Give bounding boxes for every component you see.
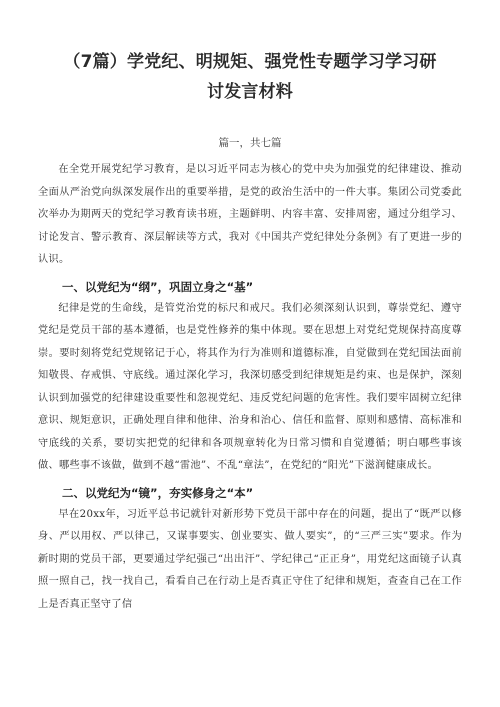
intro-paragraph: 在全党开展党纪学习教育，是以习近平同志为核心的党中央为加强党的纪律建设、推动全面从严治党向纵深发展作出的重要举措，是党的政治生活中的一件大事。集团公司党委此次举办为期两天的党纪学习教育读书班，主题鲜明、内容丰富、安排周密，通过分组学习、讨论发言、警示教育、深层解读等方式，我对《中国共产党纪律处分条例》有了更进一步的认识。 bbox=[38, 164, 462, 265]
document-subtitle: 篇一，共七篇 bbox=[218, 137, 282, 149]
section-heading-1: 一、以党纪为“纲”，巩固立身之“基” bbox=[62, 279, 254, 294]
document-title: （7篇）学党纪、明规矩、强党性专题学习学习研讨发言材料 bbox=[63, 52, 437, 102]
section-heading-2: 二、以党纪为“镜”，夯实修身之“本” bbox=[62, 485, 254, 500]
section-1-paragraph: 纪律是党的生命线，是管党治党的标尺和戒尺。我们必须深刻认识到，尊崇党纪、遵守党纪是党员干部的基本遵循，也是党性修养的集中体现。要在思想上对党纪党规保持高度尊崇。要时刻将党纪党规铭记于心，将其作为行为准则和道德标准，自觉做到在党纪国法面前知敬畏、存戒惧、守底线。通过深化学习，我深切感受到纪律规矩是约束、也是保护，深刻认识到加强党的纪律建设重要性和忽视党纪、违反党纪问题的危害性。我们要牢固树立纪律意识、规矩意识，正确处理自律和他律、治身和治心、信任和监督、原则和感情、高标准和守底线的关系，要切实把党的纪律和各项规章转化为日常习惯和自觉遵循；明白哪些事该做、哪些事不该做，做到不越“雷池”、不乱“章法”，在党纪的“阳光”下滋润健康成长。 bbox=[38, 302, 462, 471]
section-2-paragraph: 早在20xx年，习近平总书记就针对新形势下党员干部中存在的问题，提出了“既严以修身、严以用权、严以律己，又谋事要实、创业要实、做人要实”，的“三严三实”要求。作为新时期的党员干部，更要通过学纪强己“出出汗”、学纪律己“正正身”，用党纪这面镜子认真照一照自己，找一找自己，看看自己在行动上是否真正守住了纪律和规矩，查查自己在工作上是否真正坚守了信 bbox=[38, 508, 462, 610]
